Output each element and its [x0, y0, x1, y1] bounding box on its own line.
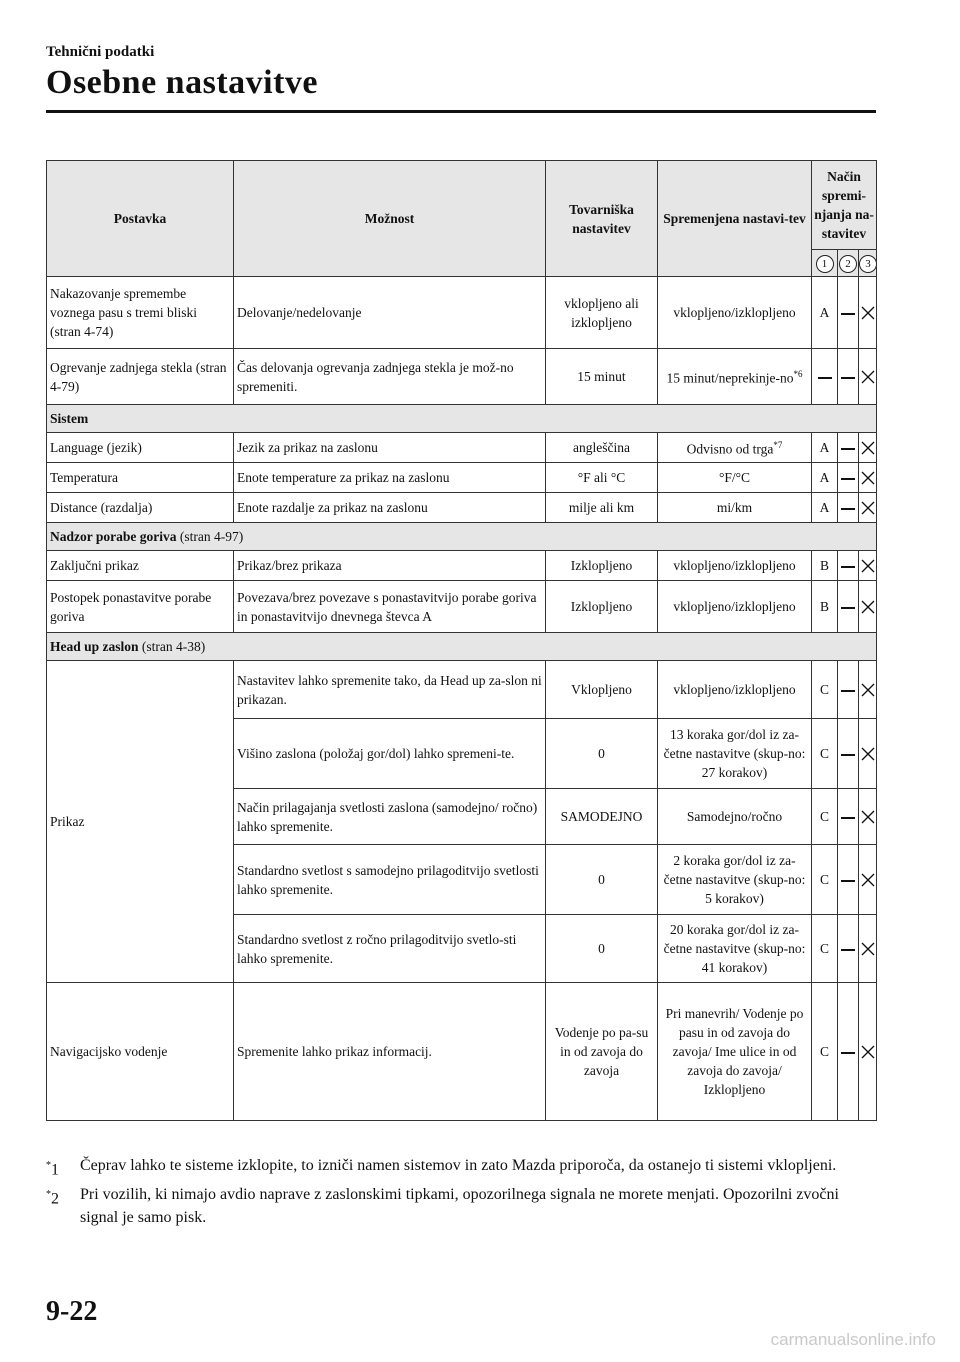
setting-cell: Zaključni prikaz	[47, 551, 234, 581]
method-cell	[838, 493, 859, 523]
footnote-ref: *7	[773, 440, 783, 451]
table-row	[47, 551, 877, 581]
setting-cell: Distance (razdalja)	[47, 493, 234, 523]
dash-icon	[841, 377, 855, 379]
method-cell	[838, 463, 859, 493]
col-option: Možnost	[234, 161, 546, 277]
method-cell	[859, 349, 877, 405]
changed-cell: 2 koraka gor/dol iz za-četne nastavitve (skup-no: 5 korakov)	[658, 845, 812, 915]
setting-cell: Navigacijsko vodenje	[47, 983, 234, 1121]
dash-icon	[841, 448, 855, 450]
cross-icon	[859, 681, 877, 699]
method-cell	[812, 349, 838, 405]
method-cell: C	[812, 983, 838, 1121]
method-cell: B	[812, 551, 838, 581]
factory-cell: SAMODEJNO	[546, 789, 658, 845]
cross-icon	[859, 557, 877, 575]
method-cell: C	[812, 845, 838, 915]
changed-cell: Odvisno od trga$^{*7}$	[658, 433, 812, 463]
method-cell	[859, 719, 877, 789]
cross-icon	[859, 745, 877, 763]
option-cell: Povezava/brez povezave s ponastavitvijo porabe goriva in ponastavitvijo dnevnega števca A	[234, 581, 546, 633]
method-cell	[838, 983, 859, 1121]
col-method: Način spremi-njanja na-stavitev	[812, 161, 877, 250]
dash-icon	[841, 508, 855, 510]
dash-icon	[841, 313, 855, 315]
table-row	[47, 581, 877, 633]
dash-icon	[841, 690, 855, 692]
cross-icon	[859, 871, 877, 889]
footnote-text: Pri vozilih, ki nimajo avdio naprave z zaslonskimi tipkami, opozorilnega signala ne morete menjati. Opozorilni zvočni signal je samo pisk.	[80, 1186, 839, 1227]
factory-cell: 15 minut	[546, 349, 658, 405]
cross-icon	[859, 808, 877, 826]
changed-cell: 20 koraka gor/dol iz za-četne nastavitve (skup-no: 41 korakov)	[658, 915, 812, 983]
method-cell	[838, 661, 859, 719]
method-cell: B	[812, 581, 838, 633]
method-1-icon: 1	[816, 255, 834, 273]
section-title: Nadzor porabe goriva	[50, 529, 177, 544]
option-cell: Jezik za prikaz na zaslonu	[234, 433, 546, 463]
setting-cell: Postopek ponastavitve porabe goriva	[47, 581, 234, 633]
setting-cell: Prikaz	[47, 661, 234, 983]
cross-icon	[859, 1043, 877, 1061]
changed-cell: vklopljeno/izklopljeno	[658, 581, 812, 633]
section-ref: (stran 4-38)	[141, 639, 206, 654]
factory-cell: vklopljeno ali izklopljeno	[546, 277, 658, 349]
changed-cell: Pri manevrih/ Vodenje po pasu in od zavoja do zavoja/ Ime ulice in od zavoja do zavoja/ Izklopljeno	[658, 983, 812, 1121]
section-row	[47, 405, 877, 433]
table-row	[47, 277, 877, 349]
cross-icon	[859, 304, 877, 322]
cross-icon	[859, 368, 877, 386]
factory-cell: angleščina	[546, 433, 658, 463]
changed-cell: mi/km	[658, 493, 812, 523]
method-cell	[838, 915, 859, 983]
footnote-text: Čeprav lahko te sisteme izklopite, to izniči namen sistemov in zato Mazda priporoča, da ostanejo ti sistemi vklopljeni.	[80, 1157, 837, 1174]
cross-icon	[859, 940, 877, 958]
changed-cell: °F/°C	[658, 463, 812, 493]
col-factory: Tovarniška nastavitev	[546, 161, 658, 277]
option-cell: Standardno svetlost s samodejno prilagoditvijo svetlosti lahko spremenite.	[234, 845, 546, 915]
method-cell: C	[812, 719, 838, 789]
method-cell	[838, 789, 859, 845]
method-cell	[859, 463, 877, 493]
settings-table	[46, 160, 877, 1121]
footnote-ref: *6	[793, 369, 803, 380]
cross-icon	[859, 499, 877, 517]
option-cell: Enote razdalje za prikaz na zaslonu	[234, 493, 546, 523]
option-cell: Nastavitev lahko spremenite tako, da Head up za-slon ni prikazan.	[234, 661, 546, 719]
dash-icon	[841, 1052, 855, 1054]
factory-cell: Vodenje po pa-su in od zavoja do zavoja	[546, 983, 658, 1121]
option-cell: Čas delovanja ogrevanja zadnjega stekla je mož-no spremeniti.	[234, 349, 546, 405]
method-cell	[859, 277, 877, 349]
dash-icon	[841, 949, 855, 951]
method-cell	[838, 349, 859, 405]
method-cell: A	[812, 463, 838, 493]
factory-cell: Izklopljeno	[546, 581, 658, 633]
method-cell	[859, 493, 877, 523]
method-cell	[859, 789, 877, 845]
method-cell: A	[812, 433, 838, 463]
cross-icon	[859, 469, 877, 487]
col-changed: Spremenjena nastavi-tev	[658, 161, 812, 277]
section-row	[47, 523, 877, 551]
factory-cell: Izklopljeno	[546, 551, 658, 581]
option-cell: Višino zaslona (položaj gor/dol) lahko spremeni-te.	[234, 719, 546, 789]
method-cell	[859, 983, 877, 1121]
title-rule	[46, 110, 876, 113]
changed-cell: Samodejno/ročno	[658, 789, 812, 845]
factory-cell: 0	[546, 915, 658, 983]
method-3-icon: 3	[859, 255, 877, 273]
footnote: *2 Pri vozilih, ki nimajo avdio naprave z zaslonskimi tipkami, opozorilnega signala ne morete menjati. Opozorilni zvočni signal je samo pisk.	[46, 1183, 876, 1229]
method-cell: C	[812, 915, 838, 983]
section-label: Tehnični podatki	[46, 44, 155, 60]
option-cell: Standardno svetlost z ročno prilagoditvijo svetlo-sti lahko spremenite.	[234, 915, 546, 983]
changed-cell: vklopljeno/izklopljeno	[658, 277, 812, 349]
table-row	[47, 661, 877, 719]
option-cell: Prikaz/brez prikaza	[234, 551, 546, 581]
option-cell: Enote temperature za prikaz na zaslonu	[234, 463, 546, 493]
method-2-icon: 2	[839, 255, 857, 273]
method-cell	[838, 433, 859, 463]
dash-icon	[818, 377, 832, 379]
section-title: Sistem	[50, 411, 89, 426]
method-cell	[859, 845, 877, 915]
option-cell: Delovanje/nedelovanje	[234, 277, 546, 349]
method-cell	[859, 551, 877, 581]
method-cell	[859, 661, 877, 719]
col-setting: Postavka	[47, 161, 234, 277]
dash-icon	[841, 754, 855, 756]
method-cell: C	[812, 789, 838, 845]
factory-cell: 0	[546, 719, 658, 789]
method-cell: A	[812, 277, 838, 349]
option-cell: Način prilagajanja svetlosti zaslona (samodejno/ ročno) lahko spremenite.	[234, 789, 546, 845]
footnotes	[46, 1154, 876, 1231]
factory-cell: °F ali °C	[546, 463, 658, 493]
factory-cell: 0	[546, 845, 658, 915]
option-cell: Spremenite lahko prikaz informacij.	[234, 983, 546, 1121]
method-cell	[838, 277, 859, 349]
table-row	[47, 433, 877, 463]
method-cell: C	[812, 661, 838, 719]
setting-cell: Temperatura	[47, 463, 234, 493]
cross-icon	[859, 439, 877, 457]
watermark: carmanualsonline.info	[770, 1330, 936, 1349]
setting-cell: Language (jezik)	[47, 433, 234, 463]
factory-cell: milje ali km	[546, 493, 658, 523]
section-row	[47, 633, 877, 661]
method-cell: A	[812, 493, 838, 523]
method-cell	[859, 581, 877, 633]
changed-cell: 13 koraka gor/dol iz za-četne nastavitve (skup-no: 27 korakov)	[658, 719, 812, 789]
dash-icon	[841, 478, 855, 480]
method-cell	[838, 719, 859, 789]
table-row	[47, 983, 877, 1121]
dash-icon	[841, 566, 855, 568]
method-cell	[838, 845, 859, 915]
dash-icon	[841, 607, 855, 609]
table-row	[47, 493, 877, 523]
section-title: Head up zaslon	[50, 639, 139, 654]
changed-cell: vklopljeno/izklopljeno	[658, 661, 812, 719]
cross-icon	[859, 598, 877, 616]
footnote: *1 Čeprav lahko te sisteme izklopite, to izniči namen sistemov in zato Mazda priporoča, da ostanejo ti sistemi vklopljeni.	[46, 1154, 876, 1181]
table-row	[47, 463, 877, 493]
page-number: 9-22	[46, 1296, 98, 1327]
table-row	[47, 349, 877, 405]
method-cell	[838, 581, 859, 633]
dash-icon	[841, 880, 855, 882]
changed-cell: 15 minut/$neprekinje-no^{*6}$	[658, 349, 812, 405]
page-title: Osebne nastavitve	[46, 64, 318, 101]
dash-icon	[841, 817, 855, 819]
method-cell	[838, 551, 859, 581]
setting-cell: Ogrevanje zadnjega stekla (stran 4-79)	[47, 349, 234, 405]
factory-cell: Vklopljeno	[546, 661, 658, 719]
changed-cell: vklopljeno/izklopljeno	[658, 551, 812, 581]
method-cell	[859, 915, 877, 983]
section-ref: (stran 4-97)	[179, 529, 244, 544]
setting-cell: Nakazovanje spremembe voznega pasu s tremi bliski (stran 4-74)	[47, 277, 234, 349]
method-cell	[859, 433, 877, 463]
